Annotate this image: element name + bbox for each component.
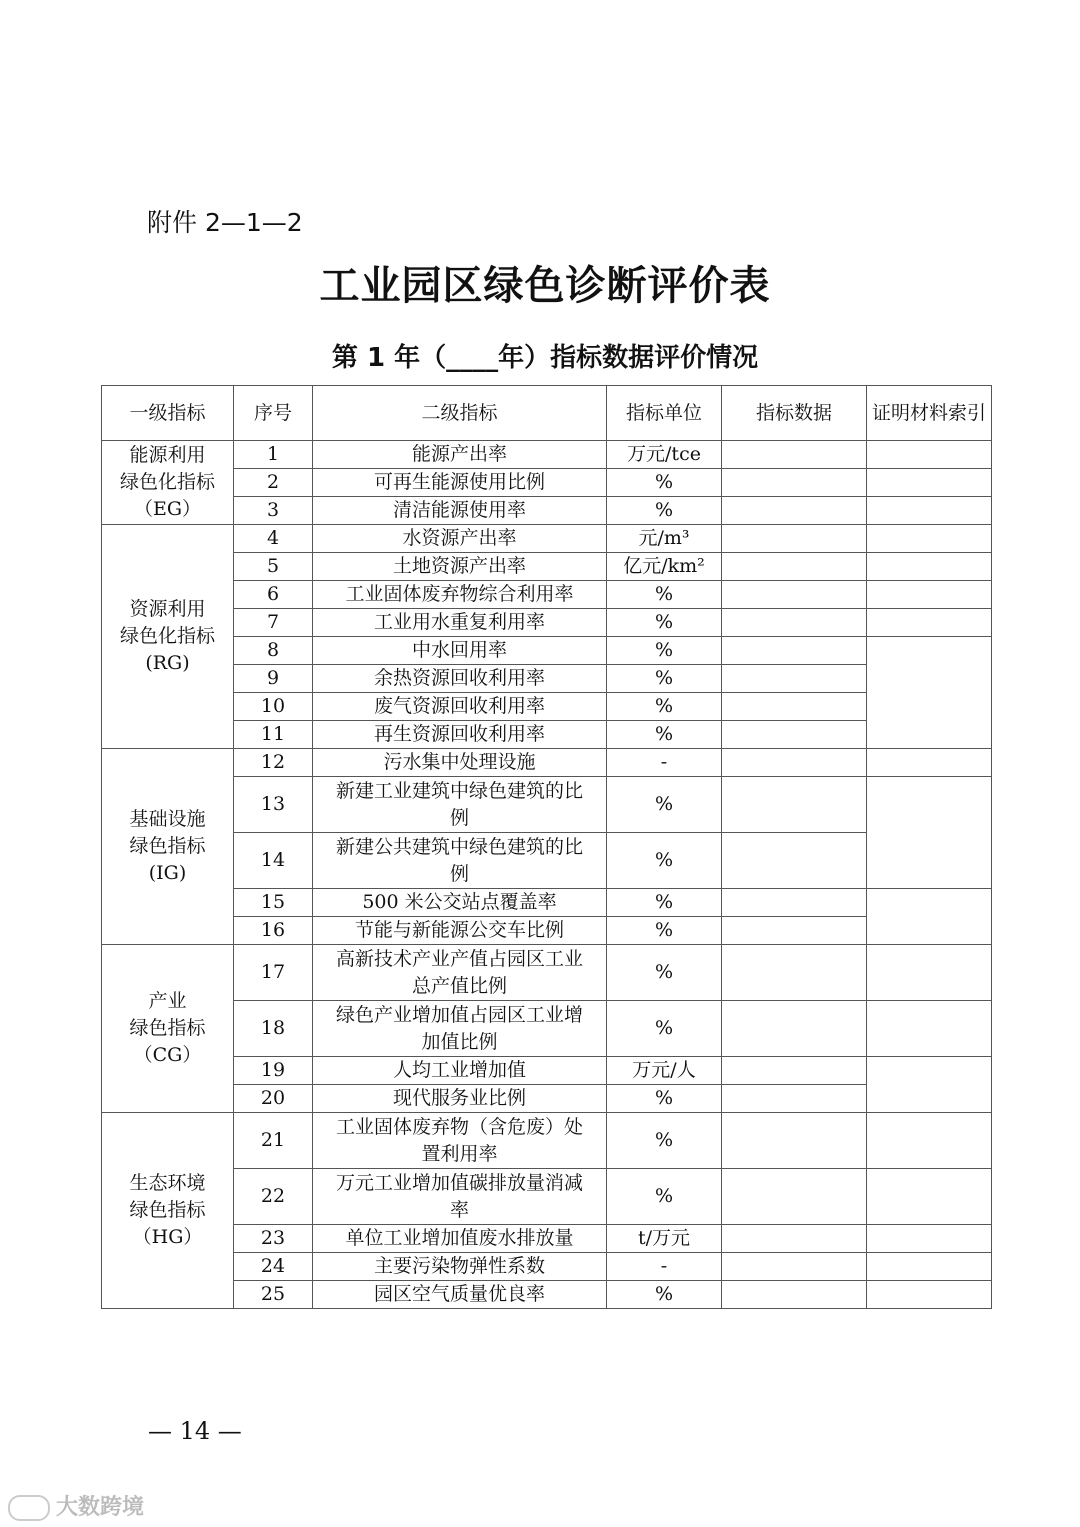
header-unit: 指标单位 [607, 386, 722, 441]
evidence-index-cell[interactable] [867, 945, 992, 1001]
evidence-index-cell[interactable] [867, 1169, 992, 1225]
evidence-index-cell[interactable] [867, 1253, 992, 1281]
row-number: 19 [234, 1057, 313, 1085]
evaluation-table [101, 385, 992, 1309]
level2-indicator: 废气资源回收利用率 [313, 693, 607, 721]
level2-indicator: 清洁能源使用率 [313, 497, 607, 525]
level1-indicator: 基础设施 绿色指标 (IG) [102, 749, 234, 945]
table-row [102, 1281, 992, 1309]
level1-indicator: 能源利用 绿色化指标 （EG） [102, 441, 234, 525]
indicator-unit: 万元/tce [607, 441, 722, 469]
level2-indicator: 500 米公交站点覆盖率 [313, 889, 607, 917]
indicator-unit: % [607, 833, 722, 889]
row-number: 21 [234, 1113, 313, 1169]
level2-indicator: 绿色产业增加值占园区工业增 加值比例 [313, 1001, 607, 1057]
indicator-data-cell[interactable] [722, 889, 867, 917]
indicator-data-cell[interactable] [722, 833, 867, 889]
level2-indicator: 工业用水重复利用率 [313, 609, 607, 637]
indicator-data-cell[interactable] [722, 1001, 867, 1057]
table-row [102, 777, 992, 833]
indicator-data-cell[interactable] [722, 469, 867, 497]
indicator-data-cell[interactable] [722, 945, 867, 1001]
indicator-unit: 元/m³ [607, 525, 722, 553]
attachment-label: 附件 2—1—2 [147, 208, 303, 237]
indicator-unit: % [607, 945, 722, 1001]
indicator-data-cell[interactable] [722, 721, 867, 749]
table-row [102, 749, 992, 777]
indicator-unit: - [607, 749, 722, 777]
indicator-data-cell[interactable] [722, 609, 867, 637]
row-number: 3 [234, 497, 313, 525]
level2-indicator: 新建工业建筑中绿色建筑的比 例 [313, 777, 607, 833]
header-level1: 一级指标 [102, 386, 234, 441]
indicator-data-cell[interactable] [722, 1085, 867, 1113]
indicator-unit: % [607, 469, 722, 497]
indicator-unit: % [607, 637, 722, 665]
level2-indicator: 工业固体废弃物综合利用率 [313, 581, 607, 609]
header-data: 指标数据 [722, 386, 867, 441]
table-row [102, 581, 992, 609]
indicator-unit: 亿元/km² [607, 553, 722, 581]
evidence-index-cell[interactable] [867, 1001, 992, 1057]
level2-indicator: 工业固体废弃物（含危废）处 置利用率 [313, 1113, 607, 1169]
table-row [102, 1057, 992, 1085]
table-row [102, 441, 992, 469]
row-number: 16 [234, 917, 313, 945]
row-number: 8 [234, 637, 313, 665]
row-number: 4 [234, 525, 313, 553]
evidence-index-cell[interactable] [867, 749, 992, 777]
row-number: 14 [234, 833, 313, 889]
indicator-data-cell[interactable] [722, 1057, 867, 1085]
level2-indicator: 可再生能源使用比例 [313, 469, 607, 497]
table-row [102, 1113, 992, 1169]
indicator-unit: % [607, 917, 722, 945]
table-row [102, 609, 992, 637]
indicator-data-cell[interactable] [722, 581, 867, 609]
indicator-data-cell[interactable] [722, 693, 867, 721]
table-row [102, 721, 992, 749]
indicator-data-cell[interactable] [722, 665, 867, 693]
page-subtitle: 第 1 年（____年）指标数据评价情况 [331, 343, 759, 373]
row-number: 1 [234, 441, 313, 469]
level2-indicator: 园区空气质量优良率 [313, 1281, 607, 1309]
watermark-text: 大数跨境 [56, 1495, 145, 1520]
page-number: — 14 — [148, 1417, 242, 1445]
table-row [102, 637, 992, 665]
indicator-data-cell[interactable] [722, 1253, 867, 1281]
row-number: 24 [234, 1253, 313, 1281]
evidence-index-cell[interactable] [867, 637, 992, 749]
indicator-data-cell[interactable] [722, 749, 867, 777]
table-row [102, 553, 992, 581]
level2-indicator: 污水集中处理设施 [313, 749, 607, 777]
indicator-data-cell[interactable] [722, 917, 867, 945]
evidence-index-cell[interactable] [867, 1113, 992, 1169]
indicator-unit: % [607, 665, 722, 693]
table-row [102, 1169, 992, 1225]
row-number: 5 [234, 553, 313, 581]
row-number: 20 [234, 1085, 313, 1113]
indicator-data-cell[interactable] [722, 553, 867, 581]
header-level2: 二级指标 [313, 386, 607, 441]
row-number: 12 [234, 749, 313, 777]
evidence-index-cell[interactable] [867, 441, 992, 469]
evidence-index-cell[interactable] [867, 553, 992, 581]
table-row [102, 1253, 992, 1281]
table-row [102, 1001, 992, 1057]
row-number: 11 [234, 721, 313, 749]
level1-indicator: 生态环境 绿色指标 （HG） [102, 1113, 234, 1309]
indicator-data-cell[interactable] [722, 1225, 867, 1253]
indicator-unit: % [607, 1001, 722, 1057]
watermark [8, 1490, 144, 1521]
table-row [102, 917, 992, 945]
page-title: 工业园区绿色诊断评价表 [319, 263, 771, 309]
level2-indicator: 节能与新能源公交车比例 [313, 917, 607, 945]
evidence-index-cell[interactable] [867, 1057, 992, 1113]
indicator-data-cell[interactable] [722, 441, 867, 469]
row-number: 23 [234, 1225, 313, 1253]
indicator-unit: % [607, 609, 722, 637]
indicator-unit: % [607, 693, 722, 721]
indicator-data-cell[interactable] [722, 637, 867, 665]
row-number: 15 [234, 889, 313, 917]
indicator-unit: % [607, 581, 722, 609]
row-number: 6 [234, 581, 313, 609]
row-number: 10 [234, 693, 313, 721]
level2-indicator: 万元工业增加值碳排放量消减 率 [313, 1169, 607, 1225]
row-number: 7 [234, 609, 313, 637]
indicator-unit: % [607, 1113, 722, 1169]
indicator-data-cell[interactable] [722, 1113, 867, 1169]
evidence-index-cell[interactable] [867, 609, 992, 637]
table-row [102, 1225, 992, 1253]
evidence-index-cell[interactable] [867, 581, 992, 609]
row-number: 13 [234, 777, 313, 833]
level2-indicator: 人均工业增加值 [313, 1057, 607, 1085]
header-no: 序号 [234, 386, 313, 441]
level1-indicator: 资源利用 绿色化指标 (RG) [102, 525, 234, 749]
level2-indicator: 主要污染物弹性系数 [313, 1253, 607, 1281]
table-row [102, 889, 992, 917]
indicator-unit: t/万元 [607, 1225, 722, 1253]
row-number: 17 [234, 945, 313, 1001]
evidence-index-cell[interactable] [867, 1281, 992, 1309]
level2-indicator: 高新技术产业产值占园区工业 总产值比例 [313, 945, 607, 1001]
level1-indicator: 产业 绿色指标 （CG） [102, 945, 234, 1113]
level2-indicator: 余热资源回收利用率 [313, 665, 607, 693]
table-row [102, 693, 992, 721]
evidence-index-cell[interactable] [867, 497, 992, 525]
table-row [102, 497, 992, 525]
indicator-unit: % [607, 497, 722, 525]
indicator-data-cell[interactable] [722, 1169, 867, 1225]
table-row [102, 665, 992, 693]
level2-indicator: 单位工业增加值废水排放量 [313, 1225, 607, 1253]
indicator-data-cell[interactable] [722, 1281, 867, 1309]
indicator-data-cell[interactable] [722, 777, 867, 833]
row-number: 18 [234, 1001, 313, 1057]
indicator-unit: % [607, 1169, 722, 1225]
table-row [102, 945, 992, 1001]
table-row [102, 525, 992, 553]
indicator-unit: 万元/人 [607, 1057, 722, 1085]
evidence-index-cell[interactable] [867, 889, 992, 945]
table-header-row [102, 386, 992, 441]
indicator-unit: % [607, 1085, 722, 1113]
row-number: 22 [234, 1169, 313, 1225]
indicator-unit: % [607, 889, 722, 917]
level2-indicator: 能源产出率 [313, 441, 607, 469]
level2-indicator: 现代服务业比例 [313, 1085, 607, 1113]
evidence-index-cell[interactable] [867, 777, 992, 889]
header-evidence: 证明材料索引 [867, 386, 992, 441]
row-number: 2 [234, 469, 313, 497]
evidence-index-cell[interactable] [867, 1225, 992, 1253]
row-number: 9 [234, 665, 313, 693]
indicator-unit: % [607, 1281, 722, 1309]
indicator-data-cell[interactable] [722, 525, 867, 553]
indicator-data-cell[interactable] [722, 497, 867, 525]
table-row [102, 469, 992, 497]
indicator-unit: % [607, 777, 722, 833]
watermark-logo-icon [8, 1495, 50, 1521]
indicator-unit: - [607, 1253, 722, 1281]
level2-indicator: 土地资源产出率 [313, 553, 607, 581]
level2-indicator: 再生资源回收利用率 [313, 721, 607, 749]
level2-indicator: 水资源产出率 [313, 525, 607, 553]
table-row [102, 1085, 992, 1113]
level2-indicator: 中水回用率 [313, 637, 607, 665]
row-number: 25 [234, 1281, 313, 1309]
table-row [102, 833, 992, 889]
level2-indicator: 新建公共建筑中绿色建筑的比 例 [313, 833, 607, 889]
indicator-unit: % [607, 721, 722, 749]
evidence-index-cell[interactable] [867, 469, 992, 497]
evidence-index-cell[interactable] [867, 525, 992, 553]
